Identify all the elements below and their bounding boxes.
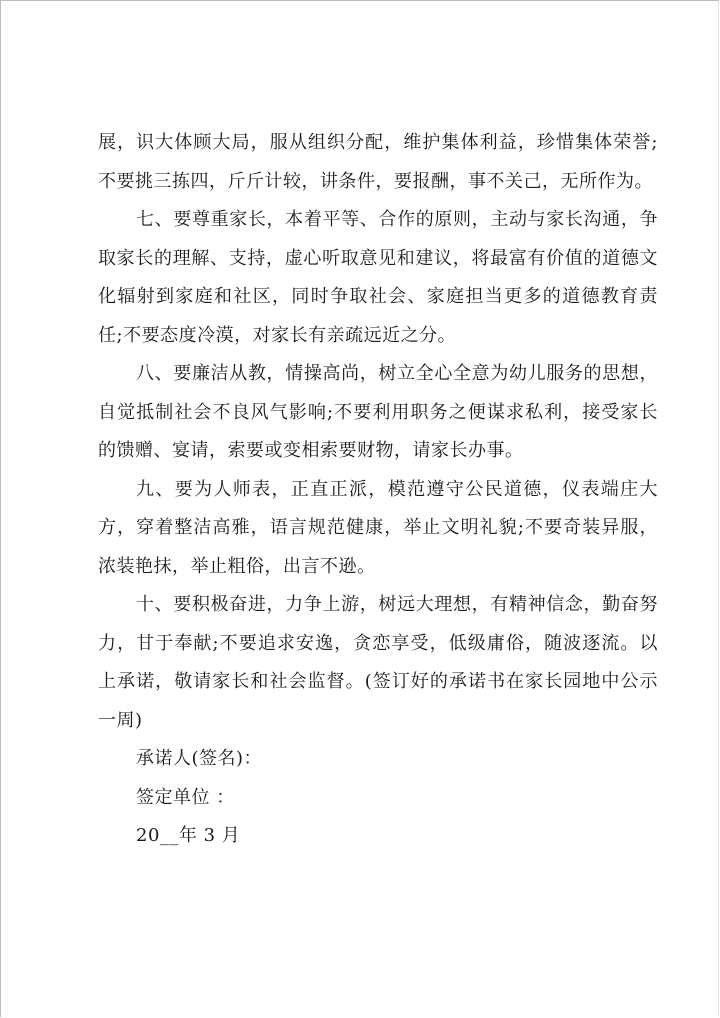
document-body [98,124,658,856]
signer-line: 承诺人(签名)： [136,748,263,769]
date-line: 20__年 3 月 [136,825,241,846]
paragraph-item-7: 七、要尊重家长，本着平等、合作的原则，主动与家长沟通，争取家长的理解、支持，虚心听取意见和建议，将最富有价值的道德文化辐射到家庭和社区，同时争取社会、家庭担当更多的道德教育责任;不要态度冷漠，对家长有亲疏远近之分。 [98,209,658,346]
signing-unit-line: 签定单位 ： [136,786,235,808]
paragraph-continuation: 展，识大体顾大局，服从组织分配，维护集体利益，珍惜集体荣誉;不要挑三拣四，斤斤计较，讲条件，要报酬，事不关己，无所作为。 [98,132,658,192]
paragraph-item-8: 八、要廉洁从教，情操高尚，树立全心全意为幼儿服务的思想，自觉抵制社会不良风气影响;不要利用职务之便谋求私利，接受家长的馈赠、宴请，索要或变相索要财物，请家长办事。 [98,363,658,461]
paragraph-item-9: 九、要为人师表，正直正派，模范遵守公民道德，仪表端庄大方，穿着整洁高雅，语言规范健康，举止文明礼貌;不要奇装异服，浓装艳抹，举止粗俗，出言不逊。 [98,478,658,577]
paragraph-item-10: 十、要积极奋进，力争上游，树远大理想，有精神信念，勤奋努力，甘于奉献;不要追求安逸，贪恋享受，低级庸俗，随波逐流。以上承诺，敬请家长和社会监督。(签订好的承诺书在家长园地中公示一周) [98,594,658,731]
